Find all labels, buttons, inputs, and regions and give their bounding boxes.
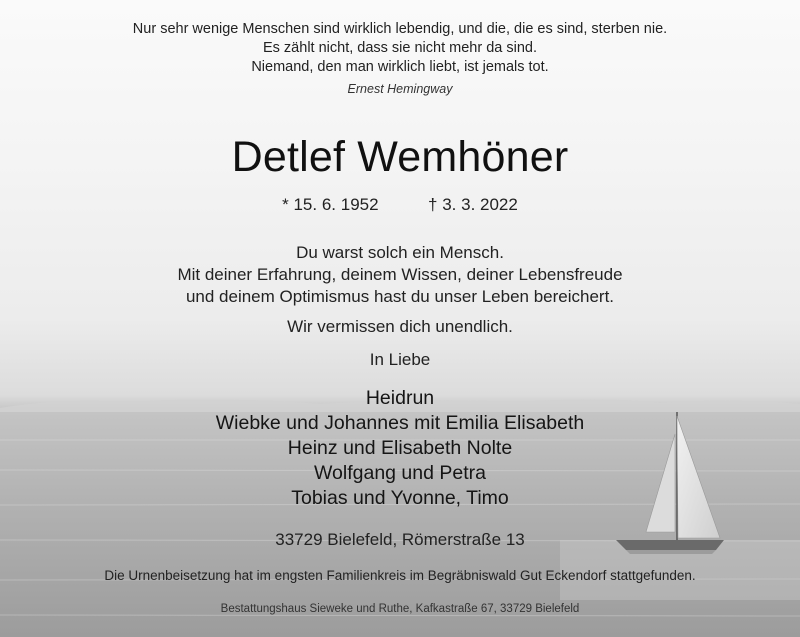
quote-line-2: Es zählt nicht, dass sie nicht mehr da sind. — [262, 40, 538, 56]
tribute-line-3: und deinem Optimismus hast du unser Leben bereichert. — [185, 287, 615, 306]
address: 33729 Bielefeld, Römerstraße 13 — [275, 530, 525, 549]
burial-info: Die Urnenbeisetzung hat im engsten Familienkreis im Begräbniswald Gut Eckendorf stattgefunden. — [104, 568, 696, 583]
tribute-line-1: Du warst solch ein Mensch. — [296, 243, 504, 262]
family-member: Heinz und Elisabeth Nolte — [287, 437, 513, 459]
quote-line-1: Nur sehr wenige Menschen sind wirklich lebendig, und die, die es sind, sterben nie. — [132, 21, 668, 37]
family-member: Wiebke und Johannes mit Emilia Elisabeth — [215, 412, 585, 434]
quote-line-3: Niemand, den man wirklich liebt, ist jemals tot. — [251, 59, 549, 75]
family-member: Tobias und Yvonne, Timo — [291, 487, 509, 509]
birth-date: * 15. 6. 1952 — [282, 195, 379, 214]
family-member: Heidrun — [365, 387, 435, 409]
in-love: In Liebe — [369, 350, 431, 369]
quote-author: Ernest Hemingway — [347, 82, 453, 96]
miss-line: Wir vermissen dich unendlich. — [287, 317, 513, 336]
tribute-line-2: Mit deiner Erfahrung, deinem Wissen, deiner Lebensfreude — [177, 265, 623, 284]
death-date: † 3. 3. 2022 — [428, 195, 518, 214]
funeral-home: Bestattungshaus Sieweke und Ruthe, Kafkastraße 67, 33729 Bielefeld — [220, 603, 580, 615]
life-dates — [0, 195, 800, 215]
family-member: Wolfgang und Petra — [313, 462, 486, 484]
deceased-name: Detlef Wemhöner — [231, 133, 569, 181]
